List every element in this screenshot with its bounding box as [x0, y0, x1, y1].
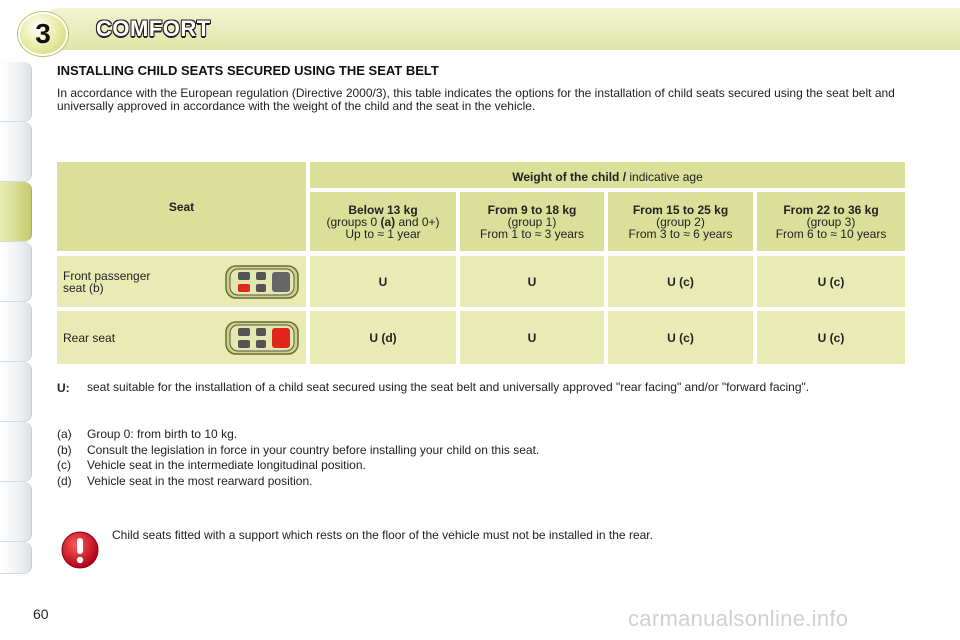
chapter-tabs [0, 62, 34, 582]
footnotes-list [57, 427, 917, 489]
weight-header-bold: Weight of the child / [512, 170, 627, 184]
column-age: From 3 to ≈ 6 years [628, 226, 733, 241]
seat-label-line1: Front passenger [63, 268, 151, 283]
column-title: Below 13 kg [348, 202, 418, 217]
chapter-tab-1[interactable] [0, 62, 32, 122]
section-title: INSTALLING CHILD SEATS SECURED USING THE SEAT BELT [57, 63, 439, 78]
column-age: From 6 to ≈ 10 years [775, 226, 887, 241]
seat-header-label: Seat [168, 199, 195, 214]
weight-header-normal: indicative age [626, 170, 703, 184]
weight-header-cell [310, 162, 905, 188]
column-group: (groups 0 (a) and 0+) [326, 214, 440, 229]
column-group: (group 2) [656, 214, 705, 229]
chapter-tab-9[interactable] [0, 542, 32, 574]
chapter-tab-4[interactable] [0, 242, 32, 302]
column-header-3 [757, 192, 905, 251]
table-cell: U [310, 256, 456, 307]
u-note-text: seat suitable for the installation of a child seat secured using the seat belt and universally approved "rear facing" and/or "forward facing". [87, 380, 810, 394]
chapter-tab-2[interactable] [0, 122, 32, 182]
chapter-tab-8[interactable] [0, 482, 32, 542]
chapter-tab-3-active[interactable] [0, 182, 32, 242]
table-cell: U (d) [310, 311, 456, 364]
footnote-c: (c) Vehicle seat in the intermediate longitudinal position. [57, 458, 366, 473]
table-cell: U (c) [608, 311, 753, 364]
watermark: carmanualsonline.info [628, 606, 849, 631]
footnote-a: (a) Group 0: from birth to 10 kg. [57, 427, 238, 441]
table-row-rear-seat-label [57, 311, 306, 364]
column-header-1 [460, 192, 604, 251]
u-note-label: U: [57, 381, 70, 395]
seat-header-cell [57, 162, 306, 251]
table-row-front-seat-label [57, 256, 306, 307]
column-group: (group 1) [507, 214, 557, 229]
column-header-2 [608, 192, 753, 251]
table-cell: U [460, 311, 604, 364]
column-header-0 [310, 192, 456, 251]
warning-exclamation-icon [60, 530, 100, 570]
footnote-b: (b) Consult the legislation in force in your country before installing your child on this seat. [57, 442, 540, 457]
column-title: From 15 to 25 kg [632, 202, 729, 217]
table-cell: U (c) [757, 256, 905, 307]
intro-paragraph: In accordance with the European regulation (Directive 2000/3), this table indicates the options for the installation of child seats secured using the seat belt and universally approved in accordance with the weight of the child and the seat in the vehicle. [57, 86, 895, 113]
seat-label-line1: Rear seat [63, 330, 116, 345]
table-cell: U (c) [757, 311, 905, 364]
table-cell: U (c) [608, 256, 753, 307]
chapter-title: COMFORT [96, 16, 211, 41]
chapter-tab-5[interactable] [0, 302, 32, 362]
column-group: (group 3) [806, 214, 856, 229]
page-number: 60 [33, 606, 49, 622]
chapter-tab-7[interactable] [0, 422, 32, 482]
chapter-tab-6[interactable] [0, 362, 32, 422]
chapter-number-badge: 3 [18, 12, 68, 56]
column-age: Up to ≈ 1 year [345, 226, 421, 241]
column-age: From 1 to ≈ 3 years [480, 226, 584, 241]
child-seat-table [57, 162, 905, 367]
table-cell: U [460, 256, 604, 307]
warning-text: Child seats fitted with a support which rests on the floor of the vehicle must not be installed in the rear. [112, 528, 653, 542]
column-title: From 22 to 36 kg [783, 202, 879, 217]
car-front-seat-icon [224, 263, 300, 301]
seat-label-line2: seat (b) [63, 280, 104, 295]
footnote-d: (d) Vehicle seat in the most rearward position. [57, 473, 313, 488]
column-title: From 9 to 18 kg [487, 202, 577, 217]
car-rear-seat-icon [224, 319, 300, 357]
